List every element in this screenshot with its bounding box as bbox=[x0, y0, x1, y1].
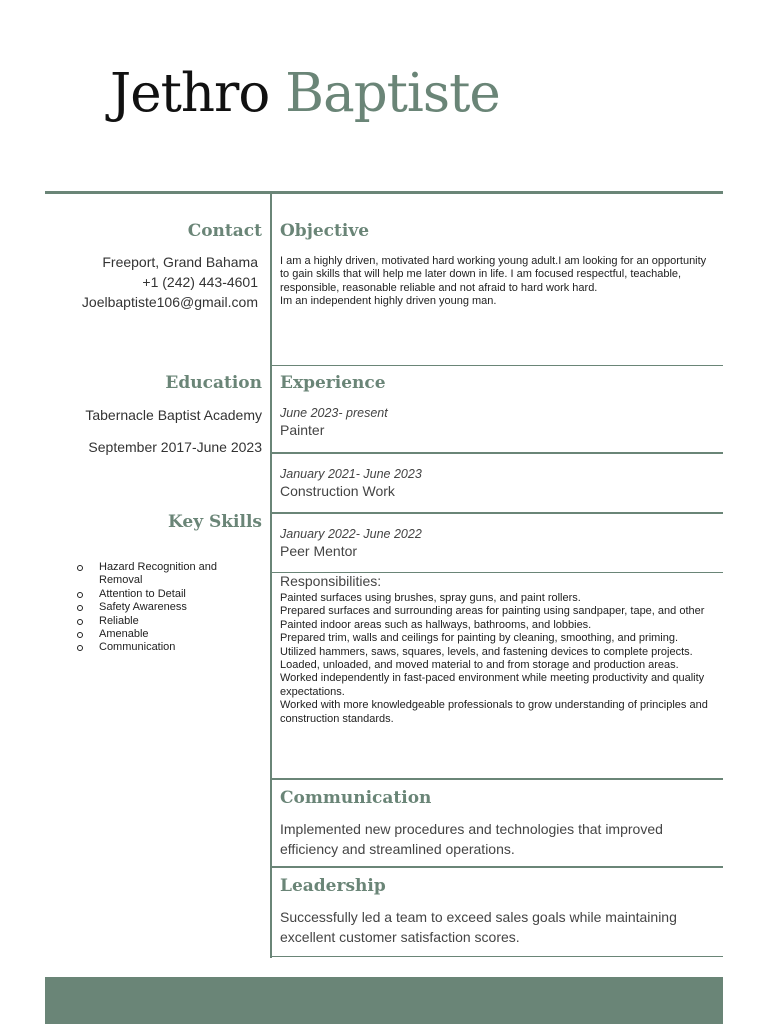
education-school: Tabernacle Baptist Academy bbox=[85, 407, 262, 423]
contact-email[interactable]: Joelbaptiste106@gmail.com bbox=[81, 294, 258, 310]
communication-text: Implemented new procedures and technologies that improved efficiency and streamlined operations. bbox=[280, 821, 663, 857]
section-divider bbox=[272, 365, 723, 366]
objective-text: I am a highly driven, motivated hard working young adult.I am looking for an opportunity to gain skills that will help me later down in life. I am focused respectful, teachable, responsible, reasonable reliable and not afraid to hard work hard. Im an independent highly driven young man. bbox=[280, 255, 707, 308]
responsibilities-list bbox=[280, 592, 710, 726]
leadership-heading: Leadership bbox=[280, 876, 386, 896]
column-divider bbox=[270, 193, 272, 958]
education-dates: September 2017-June 2023 bbox=[88, 439, 262, 455]
contact-heading: Contact bbox=[187, 221, 262, 241]
skill-item: Amenable bbox=[77, 628, 249, 641]
skill-item: Safety Awareness bbox=[77, 601, 249, 614]
skill-item: Hazard Recognition and Removal bbox=[77, 561, 249, 588]
job-divider bbox=[272, 512, 723, 514]
section-divider bbox=[272, 866, 723, 868]
job-role: Construction Work bbox=[280, 483, 395, 499]
objective-heading: Objective bbox=[280, 221, 370, 241]
leadership-text: Successfully led a team to exceed sales goals while maintaining excellent customer satisfaction scores. bbox=[280, 909, 677, 945]
skills-list bbox=[77, 561, 249, 655]
header-divider bbox=[45, 191, 723, 194]
job-role: Peer Mentor bbox=[280, 543, 358, 559]
responsibility-item: Utilized hammers, saws, squares, levels, and fastening devices to complete projects. bbox=[280, 645, 693, 658]
skill-item: Reliable bbox=[77, 615, 249, 628]
education-heading: Education bbox=[165, 373, 262, 393]
responsibility-item: Painted indoor areas such as hallways, bathrooms, and lobbies. bbox=[280, 618, 592, 631]
responsibility-item: Painted surfaces using brushes, spray guns, and paint rollers. bbox=[280, 592, 581, 604]
communication-heading: Communication bbox=[280, 788, 432, 808]
responsibility-item: Worked independently in fast-paced environment while meeting productivity and quality expectations. bbox=[280, 672, 705, 698]
last-name: Baptiste bbox=[285, 63, 500, 124]
key-skills-heading: Key Skills bbox=[167, 512, 262, 532]
contact-phone: +1 (242) 443-4601 bbox=[142, 274, 258, 290]
contact-block bbox=[82, 252, 258, 312]
responsibility-item: Prepared trim, walls and ceilings for painting by cleaning, smoothing, and priming. bbox=[280, 632, 679, 645]
circle-bullet-icon bbox=[77, 619, 83, 625]
footer-band bbox=[45, 977, 723, 1024]
responsibility-item: Prepared surfaces and surrounding areas for painting using sandpaper, tape, and other bbox=[280, 605, 705, 618]
skill-item: Attention to Detail bbox=[77, 588, 249, 601]
job-dates: June 2023- present bbox=[280, 406, 388, 420]
contact-location: Freeport, Grand Bahama bbox=[102, 254, 258, 270]
responsibility-item: Loaded, unloaded, and moved material to and from storage and production areas. bbox=[280, 659, 679, 672]
job-role: Painter bbox=[280, 422, 325, 438]
circle-bullet-icon bbox=[77, 605, 83, 611]
first-name: Jethro bbox=[110, 63, 270, 124]
candidate-name bbox=[110, 62, 500, 126]
job-divider bbox=[272, 452, 723, 454]
experience-heading: Experience bbox=[280, 373, 386, 393]
circle-bullet-icon bbox=[77, 632, 83, 638]
section-divider bbox=[272, 778, 723, 780]
responsibility-item: Worked with more knowledgeable professionals to grow understanding of principles and construction standards. bbox=[280, 699, 708, 725]
circle-bullet-icon bbox=[77, 565, 83, 571]
job-dates: January 2022- June 2022 bbox=[280, 527, 422, 541]
skill-item: Communication bbox=[77, 641, 249, 654]
job-dates: January 2021- June 2023 bbox=[280, 467, 422, 481]
responsibilities-title: Responsibilities: bbox=[280, 573, 382, 589]
section-divider bbox=[272, 956, 723, 957]
circle-bullet-icon bbox=[77, 645, 83, 651]
circle-bullet-icon bbox=[77, 592, 83, 598]
